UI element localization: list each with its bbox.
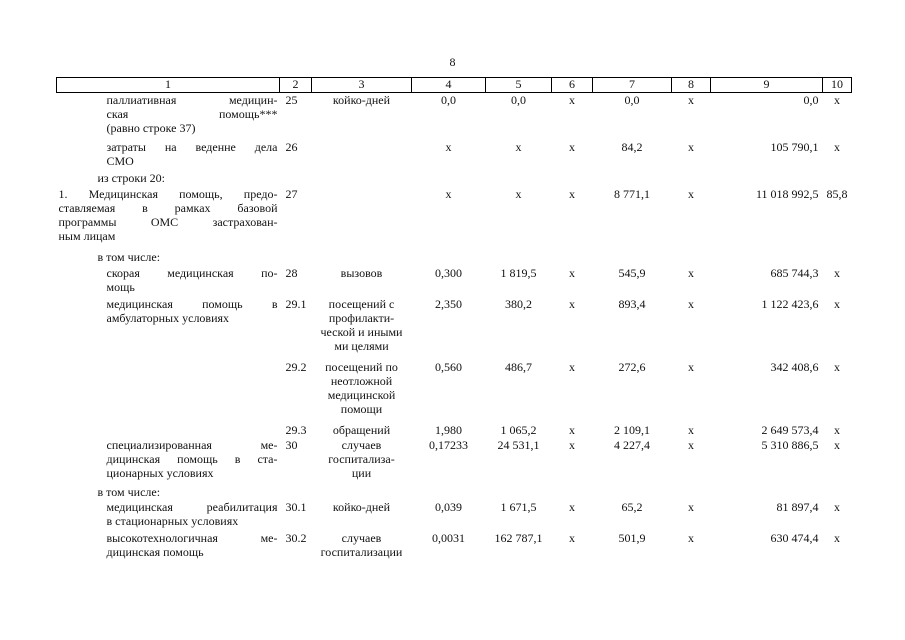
cell-c8: х <box>688 265 694 280</box>
cell-c8: х <box>688 437 694 452</box>
row-code: 26 <box>285 139 298 154</box>
cell-c6 <box>552 485 593 500</box>
unit-line: ми целями <box>334 338 389 353</box>
cell-c7 <box>593 485 672 500</box>
description-line: высокотехнологичная ме- <box>106 530 278 545</box>
financing-table <box>56 77 852 562</box>
description-line: паллиативная медицин- <box>106 93 278 107</box>
row-description <box>57 423 280 438</box>
cell-c5: 162 787,1 <box>494 530 543 545</box>
unit-of-measure <box>312 266 412 297</box>
unit-of-measure <box>312 93 412 140</box>
row-code <box>280 171 312 187</box>
row-code: 29.3 <box>285 422 307 437</box>
cell-c5 <box>486 250 552 266</box>
unit-of-measure <box>312 360 412 423</box>
col-header: 5 <box>486 78 552 93</box>
col-header: 9 <box>711 78 823 93</box>
table-row <box>57 360 852 423</box>
unit-line: койко-дней <box>332 93 391 107</box>
unit-of-measure <box>312 140 412 171</box>
cell-c9 <box>711 171 823 187</box>
cell-c10: х <box>834 499 840 514</box>
column-number-header <box>57 78 852 93</box>
cell-c7: 4 227,4 <box>614 437 650 452</box>
row-description <box>57 187 280 250</box>
cell-c10: х <box>834 437 840 452</box>
page-number: 8 <box>449 55 456 69</box>
unit-line: посещений по <box>325 359 398 374</box>
description-line: 1. Медицинская помощь, предо- <box>58 186 278 201</box>
table-body <box>57 93 852 562</box>
description-line: мощь <box>106 279 135 294</box>
unit-line: вызовов <box>340 265 383 280</box>
cell-c8: х <box>688 530 694 545</box>
col-header: 6 <box>552 78 593 93</box>
cell-c4 <box>412 171 486 187</box>
description-line: в том числе: <box>97 249 161 264</box>
cell-c10: х <box>834 265 840 280</box>
cell-c7 <box>593 250 672 266</box>
row-description <box>57 531 280 562</box>
unit-line: обращений <box>332 422 391 437</box>
cell-c5 <box>486 171 552 187</box>
description-line: в том числе: <box>97 484 161 499</box>
row-description <box>57 360 280 423</box>
table-row <box>57 438 852 485</box>
cell-c5: 486,7 <box>505 359 532 374</box>
cell-c7: 501,9 <box>618 530 646 545</box>
cell-c10: х <box>834 530 840 545</box>
table-row <box>57 171 852 187</box>
row-code: 29.1 <box>285 296 307 311</box>
cell-c10 <box>823 250 852 266</box>
cell-c9: 11 018 992,5 <box>755 186 819 201</box>
cell-c10: х <box>834 139 840 154</box>
row-code: 27 <box>285 186 298 201</box>
description-line: из строки 20: <box>97 170 165 185</box>
cell-c9: 685 744,3 <box>770 265 819 280</box>
description-line: ным лицам <box>58 228 116 243</box>
cell-c6: х <box>569 437 575 452</box>
table-row <box>57 187 852 250</box>
unit-of-measure <box>312 187 412 250</box>
cell-c5: х <box>515 139 522 154</box>
cell-c10: х <box>834 93 840 107</box>
cell-c6: х <box>569 530 575 545</box>
cell-c4: 0,039 <box>435 499 462 514</box>
cell-c5: 380,2 <box>505 296 532 311</box>
cell-c7: 65,2 <box>621 499 643 514</box>
unit-line: койко-дней <box>332 499 391 514</box>
cell-c9: 5 310 886,5 <box>761 437 819 452</box>
cell-c4: 1,980 <box>435 422 462 437</box>
unit-line: посещений с <box>328 296 395 311</box>
cell-c9: 81 897,4 <box>776 499 819 514</box>
unit-line: неотложной <box>330 373 393 388</box>
unit-of-measure <box>312 250 412 266</box>
cell-c9: 1 122 423,6 <box>761 296 819 311</box>
cell-c9: 630 474,4 <box>770 530 819 545</box>
description-line: дицинская помощь в ста- <box>106 451 278 466</box>
cell-c8 <box>672 250 711 266</box>
row-description <box>57 297 280 360</box>
unit-line: ции <box>351 465 372 480</box>
cell-c8 <box>672 171 711 187</box>
table-row <box>57 250 852 266</box>
unit-line: госпитализации <box>320 544 403 559</box>
cell-c10: х <box>834 296 840 311</box>
cell-c4: 0,0 <box>441 93 456 107</box>
cell-c5: 1 671,5 <box>500 499 537 514</box>
cell-c7: 272,6 <box>618 359 646 374</box>
cell-c8: х <box>688 93 694 107</box>
cell-c8: х <box>688 359 694 374</box>
description-line: (равно строке 37) <box>106 121 196 135</box>
cell-c6: х <box>569 422 575 437</box>
unit-of-measure <box>312 485 412 500</box>
row-description <box>57 438 280 485</box>
table-row <box>57 423 852 438</box>
cell-c8: х <box>688 422 694 437</box>
unit-line: случаев <box>341 530 382 545</box>
col-header: 8 <box>672 78 711 93</box>
table-row <box>57 531 852 562</box>
unit-of-measure <box>312 500 412 531</box>
col-header: 4 <box>412 78 486 93</box>
cell-c8: х <box>688 139 694 154</box>
table-row <box>57 297 852 360</box>
cell-c4: 0,17233 <box>429 437 468 452</box>
description-line: СМО <box>106 153 134 168</box>
cell-c4: 0,560 <box>435 359 462 374</box>
table-row <box>57 93 852 140</box>
description-line: затраты на веденне дела <box>106 139 278 154</box>
cell-c5: 1 065,2 <box>500 422 537 437</box>
cell-c6: х <box>569 359 575 374</box>
cell-c6: х <box>569 93 575 107</box>
unit-line: профилакти- <box>328 310 395 325</box>
col-header: 1 <box>57 78 280 93</box>
description-line: программы ОМС застрахован- <box>58 214 278 229</box>
description-line: специализированная ме- <box>106 437 278 452</box>
row-code: 28 <box>285 265 298 280</box>
cell-c7 <box>593 171 672 187</box>
description-line: ционарных условиях <box>106 465 214 480</box>
cell-c8 <box>672 485 711 500</box>
cell-c5: 24 531,1 <box>497 437 540 452</box>
description-line: медицинская помощь в <box>106 296 278 311</box>
unit-of-measure <box>312 171 412 187</box>
cell-c8: х <box>688 499 694 514</box>
unit-of-measure <box>312 297 412 360</box>
cell-c7: 545,9 <box>618 265 646 280</box>
row-code: 25 <box>285 93 298 107</box>
cell-c7: 2 109,1 <box>614 422 650 437</box>
cell-c9: 0,0 <box>803 93 819 107</box>
cell-c5 <box>486 485 552 500</box>
row-code: 30.1 <box>285 499 307 514</box>
cell-c4: 2,350 <box>435 296 462 311</box>
description-line: ставляемая в рамках базовой <box>58 200 278 215</box>
cell-c7: 84,2 <box>621 139 643 154</box>
cell-c4: х <box>445 139 452 154</box>
description-line: медицинская реабилитация <box>106 499 278 514</box>
cell-c10: 85,8 <box>826 186 848 201</box>
cell-c9: 105 790,1 <box>770 139 819 154</box>
cell-c9 <box>711 250 823 266</box>
row-description <box>57 140 280 171</box>
table-row <box>57 485 852 500</box>
cell-c7: 8 771,1 <box>614 186 650 201</box>
cell-c4: х <box>445 186 452 201</box>
table-row <box>57 500 852 531</box>
cell-c10: х <box>834 359 840 374</box>
cell-c6: х <box>569 186 575 201</box>
description-line: ская помощь*** <box>106 107 278 121</box>
unit-of-measure <box>312 423 412 438</box>
cell-c5: х <box>515 186 522 201</box>
cell-c9: 2 649 573,4 <box>761 422 819 437</box>
unit-line: медицинской <box>327 387 396 402</box>
description-line: дицинская помощь <box>106 544 204 559</box>
col-header: 10 <box>823 78 852 93</box>
unit-of-measure <box>312 438 412 485</box>
cell-c7: 893,4 <box>618 296 646 311</box>
cell-c9 <box>711 485 823 500</box>
description-line: в стационарных условиях <box>106 513 239 528</box>
row-code: 30.2 <box>285 530 307 545</box>
col-header: 3 <box>312 78 412 93</box>
cell-c5: 1 819,5 <box>500 265 537 280</box>
cell-c4: 0,0031 <box>432 530 465 545</box>
unit-line: госпитализа- <box>328 451 395 466</box>
row-code <box>280 250 312 266</box>
cell-c6: х <box>569 139 575 154</box>
table-row <box>57 266 852 297</box>
unit-line: случаев <box>341 437 382 452</box>
cell-c6: х <box>569 499 575 514</box>
unit-line: ческой и иными <box>320 324 403 339</box>
row-code <box>280 485 312 500</box>
row-code: 29.2 <box>285 359 307 374</box>
table-row <box>57 140 852 171</box>
cell-c8: х <box>688 186 694 201</box>
cell-c8: х <box>688 296 694 311</box>
cell-c4 <box>412 250 486 266</box>
cell-c4: 0,300 <box>435 265 462 280</box>
cell-c9: 342 408,6 <box>770 359 819 374</box>
row-description <box>57 500 280 531</box>
cell-c6: х <box>569 265 575 280</box>
row-description <box>57 171 280 187</box>
cell-c7: 0,0 <box>624 93 640 107</box>
cell-c10 <box>823 485 852 500</box>
row-description <box>57 485 280 500</box>
row-description <box>57 266 280 297</box>
unit-of-measure <box>312 531 412 562</box>
cell-c10 <box>823 171 852 187</box>
description-line: амбулаторных условиях <box>106 310 230 325</box>
cell-c6: х <box>569 296 575 311</box>
cell-c4 <box>412 485 486 500</box>
description-line: скорая медицинская по- <box>106 265 278 280</box>
row-description <box>57 93 280 140</box>
col-header: 2 <box>280 78 312 93</box>
cell-c6 <box>552 250 593 266</box>
cell-c5: 0,0 <box>511 93 526 107</box>
cell-c6 <box>552 171 593 187</box>
unit-line: помощи <box>340 401 383 416</box>
row-description <box>57 250 280 266</box>
col-header: 7 <box>593 78 672 93</box>
row-code: 30 <box>285 437 298 452</box>
cell-c10: х <box>834 422 840 437</box>
